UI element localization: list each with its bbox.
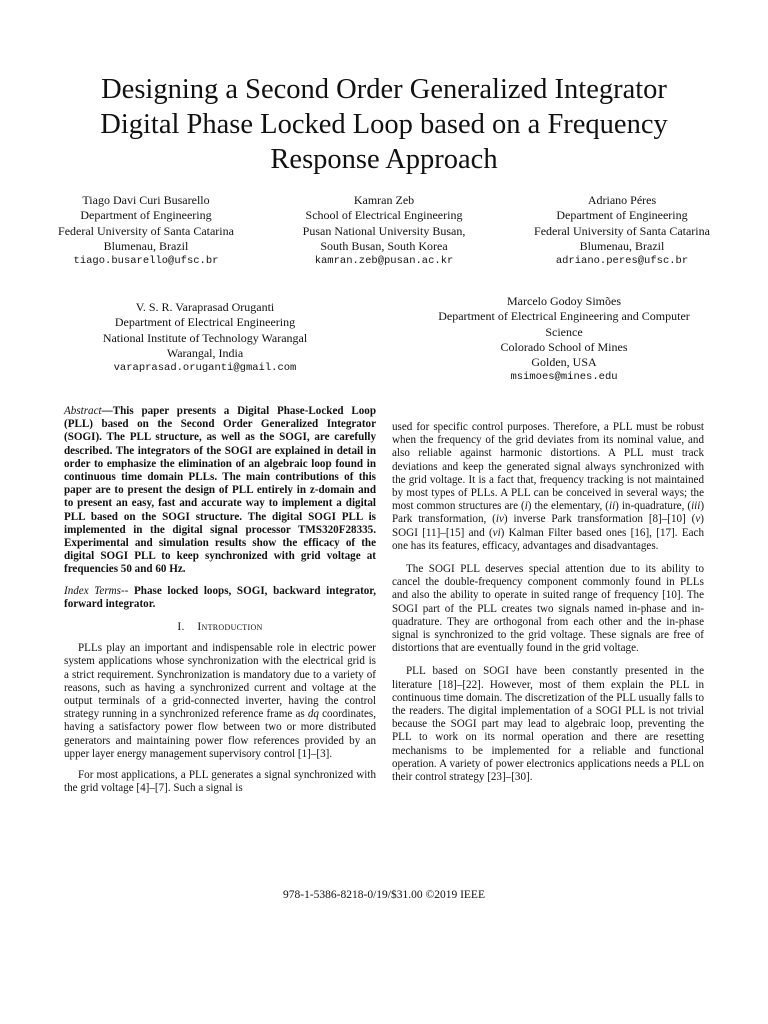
right-column <box>392 421 704 784</box>
author-email[interactable]: tiago.busarello@ufsc.br <box>73 255 219 268</box>
abstract-label: Abstract <box>64 405 102 417</box>
author-department: Department of Engineering <box>80 208 212 223</box>
intro-paragraph-2: For most applications, a PLL generates a signal synchronized with the grid voltage [4]–[7]. Such a signal is <box>64 769 376 795</box>
author-city: Blumenau, Brazil <box>579 238 665 253</box>
author-name: Marcelo Godoy Simões <box>507 294 621 308</box>
index-terms <box>64 585 376 611</box>
author-email[interactable]: kamran.zeb@pusan.ac.kr <box>314 255 454 268</box>
author-name: V. S. R. Varaprasad Oruganti <box>135 300 275 314</box>
author-institution: Pusan National University Busan, <box>302 223 466 238</box>
author-city: Golden, USA <box>531 355 597 370</box>
index-terms-label: Index Terms-- <box>64 584 129 597</box>
author-department: Department of Electrical Engineering and Computer <box>438 309 690 324</box>
dq-italic: dq <box>307 708 319 721</box>
intro-paragraph-1: PLLs play an important and indispensable role in electric power system applications whose synchronization with the electrical grid is a strict requirement. Synchronization is mandatory due to a variety of reasons, such as having a synchronized current and voltage at the output terminals of a grid-connected inverter, having the control strategy running in a synchronized reference frame as dq coordinates, having a satisfactory power flow between two or more distributed generators and maintaining power flow references provided by an upper layer energy management supervisory control [1]–[3]. <box>64 642 377 760</box>
author-department: School of Electrical Engineering <box>305 208 463 223</box>
abstract-text: —This paper presents a Digital Phase-Locked Loop (PLL) based on the Second Order Generalized Integrator (SOGI). The PLL structure, as well as the SOGI, are carefully described. The integrators of the SOGI are explained in detail in order to emphasize the elimination of an algebraic loop found in continuous time domain PLLs. The main contributions of this paper are to present the design of PLL entirely in z-domain and to present an easy, fast and accurate way to implement a digital PLL based on the SOGI structure. The digital SOGI PLL is implemented in the digital signal processor TMS320F28335. Experimental and simulation results show the efficacy of the digital SOGI PLL to keep synchronized with grid voltage at frequencies 50 and 60 Hz. <box>64 405 376 576</box>
right-paragraph-2: The SOGI PLL deserves special attention due to its ability to cancel the double-frequency component commonly found in PLLs and also the ability to operate in suited range of frequency [10]. The SOGI part of the PLL creates two signals named in-phase and in-quadrature. They are orthogonal from each other and the in-phase signal is synchronized to the grid voltage. These signals are free of distortions that are eventually found in the grid voltage. <box>392 563 704 655</box>
author-city: South Busan, South Korea <box>320 238 448 253</box>
author-department: Department of Electrical Engineering <box>114 315 296 330</box>
author-name: Adriano Péres <box>587 193 657 207</box>
title-line-2: Digital Phase Locked Loop based on a Frequency <box>100 109 668 140</box>
author-institution: Federal University of Santa Catarina <box>58 223 234 238</box>
section-number: I. <box>177 621 185 634</box>
section-heading-introduction <box>64 621 376 634</box>
copyright-footer: 978-1-5386-8218-0/19/$31.00 ©2019 IEEE <box>283 889 485 901</box>
paper-title <box>40 72 728 177</box>
section-title: Introduction <box>197 621 263 634</box>
author-oruganti <box>60 300 350 376</box>
right-paragraph-1: used for specific control purposes. Therefore, a PLL must be robust when the frequency of the grid deviates from its nominal value, and also reliable against harmonic distortions. A PLL must track deviations and keep the generated signal always synchronized with the grid voltage. It is a fact that, frequency tracking is not maintained by most types of PLLs. A PLL can be conceived in several ways; the most common structures are (i) the elementary, (ii) in-quadrature, (iii) Park transformation, (iv) inverse Park transformation [8]–[10] (v) SOGI [11]–[15] and (vi) Kalman Filter based ones [16], [17]. Each one has its features, efficacy, advantages and disadvantages. <box>392 421 705 552</box>
author-city: Blumenau, Brazil <box>103 238 189 253</box>
author-city: Warangal, India <box>166 345 244 360</box>
author-email[interactable]: varaprasad.oruganti@gmail.com <box>113 362 297 375</box>
title-line-1: Designing a Second Order Generalized Integrator <box>101 74 667 105</box>
index-terms-text: Phase locked loops, SOGI, backward integrator, forward integrator. <box>64 584 376 610</box>
author-name: Tiago Davi Curi Busarello <box>82 193 210 207</box>
author-institution: National Institute of Technology Warangal <box>102 330 308 345</box>
author-department: Department of Engineering <box>556 208 688 223</box>
author-email[interactable]: adriano.peres@ufsc.br <box>555 255 689 268</box>
right-paragraph-3: PLL based on SOGI have been constantly presented in the literature [18]–[22]. However, most of them explain the PLL in continuous time domain. The discretization of the PLL usually falls to the readers. The digital implementation of a SOGI PLL is not trivial because the SOGI part may lead to algebraic loop, preventing the PLL to work on its normal operation and there are resetting mechanisms to be implemented for a reliable and functional operation. A variety of power electronics applications needs a PLL on their control strategy [23]–[30]. <box>392 665 704 784</box>
author-busarello <box>30 193 262 269</box>
author-institution: Colorado School of Mines <box>500 339 628 354</box>
author-peres <box>506 193 738 269</box>
left-column <box>64 405 376 795</box>
author-zeb <box>268 193 500 269</box>
author-email[interactable]: msimoes@mines.edu <box>510 371 618 384</box>
author-institution: Federal University of Santa Catarina <box>534 223 710 238</box>
author-simoes <box>394 294 734 386</box>
author-name: Kamran Zeb <box>353 193 415 207</box>
abstract <box>64 405 376 577</box>
author-department-cont: Science <box>545 324 583 339</box>
title-line-3: Response Approach <box>270 144 498 175</box>
